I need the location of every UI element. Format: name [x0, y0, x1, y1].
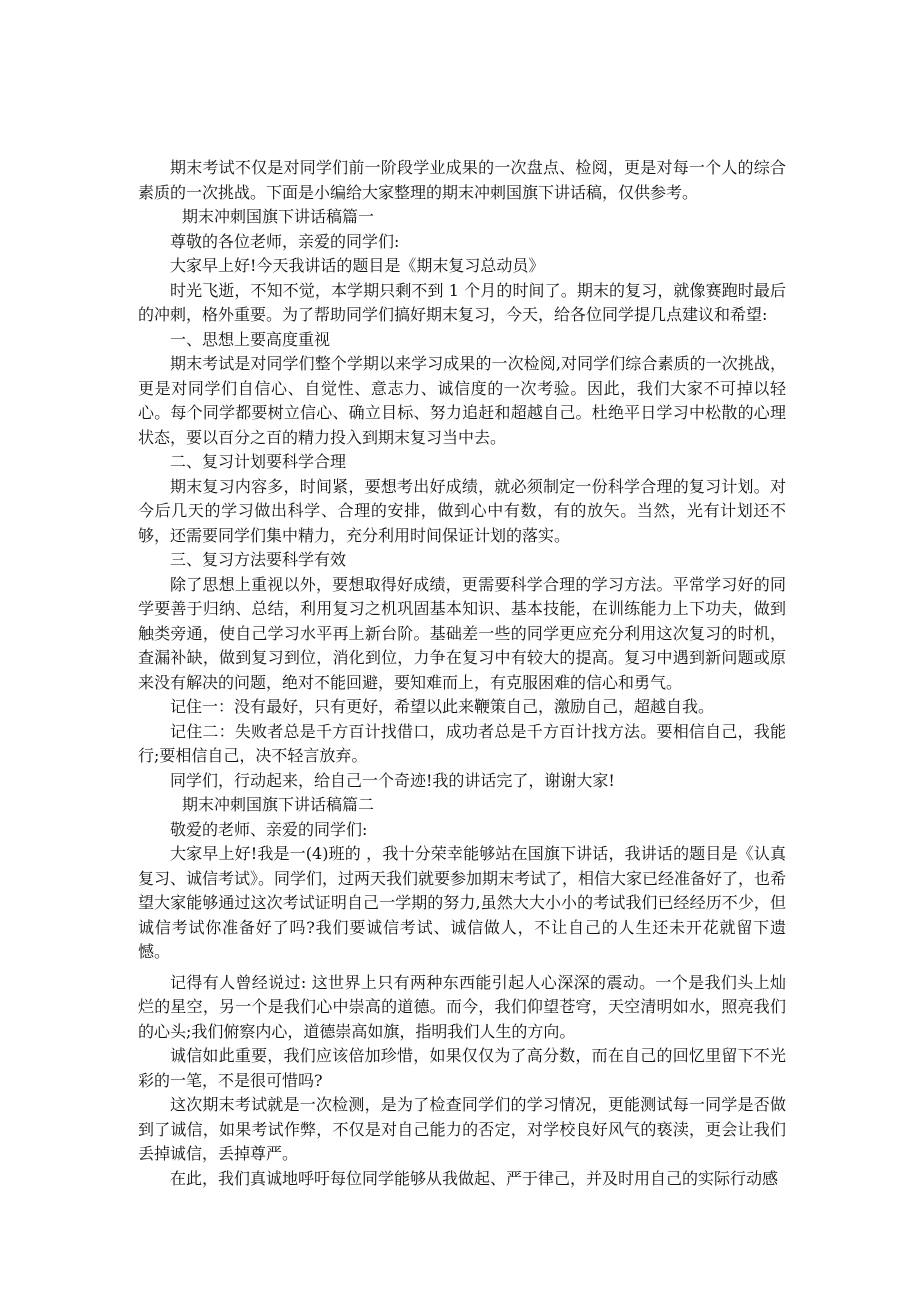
paragraph-point-1: 期末考试是对同学们整个学期以来学习成果的一次检阅,对同学们综合素质的一次挑战，更是对同学们自信心、自觉性、意志力、诚信度的一次考验。因此，我们大家不可掉以轻心。每个同学都要树立信心、确立目标、努力追赶和超越自己。杜绝平日学习中松散的心理状态，要以百分之百的精力投入到期末复习当中去。 — [138, 354, 786, 447]
point-heading-2: 二、复习计划要科学合理 — [170, 452, 347, 471]
section-title-2: 期末冲刺国旗下讲话稿篇二 — [182, 795, 375, 814]
paragraph-appeal: 在此，我们真诚地呼吁每位同学能够从我做起、严于律己，并及时用自己的实际行动感 — [170, 1168, 779, 1188]
point-heading-3: 三、复习方法要科学有效 — [170, 550, 347, 569]
salutation-2: 敬爱的老师、亲爱的同学们: — [170, 819, 368, 839]
point-heading-1: 一、思想上要高度重视 — [170, 329, 331, 349]
greeting-1: 大家早上好!今天我讲话的题目是《期末复习总动员》 — [170, 256, 545, 275]
paragraph-point-2: 期末复习内容多，时间紧，要想考出好成绩，就必须制定一份科学合理的复习计划。对今后几天的学习做出科学、合理的安排，做到心中有数，有的放矢。当然，光有计划还不够，还需要同学们集中精力，充分利用时间保证计划的落实。 — [138, 476, 786, 545]
salutation-1: 尊敬的各位老师，亲爱的同学们: — [170, 231, 400, 251]
closing-1: 同学们，行动起来，给自己一个奇迹!我的讲话完了，谢谢大家! — [170, 770, 615, 790]
section-title-1: 期末冲刺国旗下讲话稿篇一 — [182, 207, 375, 226]
remember-2: 记住二：失败者总是千方百计找借口，成功者总是千方百计找方法。要相信自己，我能行;要相信自己，决不轻言放弃。 — [138, 721, 786, 765]
remember-1: 记住一：没有最好，只有更好，希望以此来鞭策自己，激励自己，超越自我。 — [170, 697, 715, 716]
paragraph-integrity: 诚信如此重要，我们应该倍加珍惜，如果仅仅为了高分数，而在自己的回忆里留下不光彩的一笔，不是很可惜吗? — [138, 1046, 786, 1090]
intro-paragraph: 期末考试不仅是对同学们前一阶段学业成果的一次盘点、检阅，更是对每一个人的综合素质的一次挑战。下面是小编给大家整理的期末冲刺国旗下讲话稿，仅供参考。 — [138, 158, 786, 202]
document-body — [138, 156, 786, 1191]
paragraph-point-3: 除了思想上重视以外，要想取得好成绩，更需要科学合理的学习方法。平常学习好的同学要善于归纳、总结，利用复习之机巩固基本知识、基本技能，在训练能力上下功夫，做到触类旁通，使自己学习水平再上新台阶。基础差一些的同学更应充分利用这次复习的时机，查漏补缺，做到复习到位，消化到位，力争在复习中有较大的提高。复习中遇到新问题或原来没有解决的问题，绝对不能回避，要知难而上，有克服困难的信心和勇气。 — [138, 574, 786, 692]
paragraph-stars: 记得有人曾经说过: 这世界上只有两种东西能引起人心深深的震动。一个是我们头上灿烂的星空，另一个是我们心中崇高的道德。而今，我们仰望苍穹，天空清明如水，照亮我们的心头;我们俯察内心，道德崇高如旗，指明我们人生的方向。 — [138, 972, 786, 1041]
paragraph-intro-2: 大家早上好!我是一(4)班的 ，我十分荣幸能够站在国旗下讲话，我讲话的题目是《认真复习、诚信考试》。同学们，过两天我们就要参加期末考试了，相信大家已经准备好了，也希望大家能够通过这次考试证明自己一学期的努力,虽然大大小小的考试我们已经经历不少，但诚信考试你准备好了吗?我们要诚信考试、诚信做人，不让自己的人生还未开花就留下遗憾。 — [138, 844, 787, 961]
paragraph-time: 时光飞逝，不知不觉，本学期只剩不到 1 个月的时间了。期末的复习，就像赛跑时最后的冲刺，格外重要。为了帮助同学们搞好期末复习，今天，给各位同学提几点建议和希望: — [138, 280, 786, 324]
paragraph-exam: 这次期末考试就是一次检测，是为了检查同学们的学习情况，更能测试每一同学是否做到了诚信，如果考试作弊，不仅是对自己能力的否定，对学校良好风气的亵渎，更会让我们丢掉诚信，丢掉尊严。 — [138, 1095, 786, 1163]
